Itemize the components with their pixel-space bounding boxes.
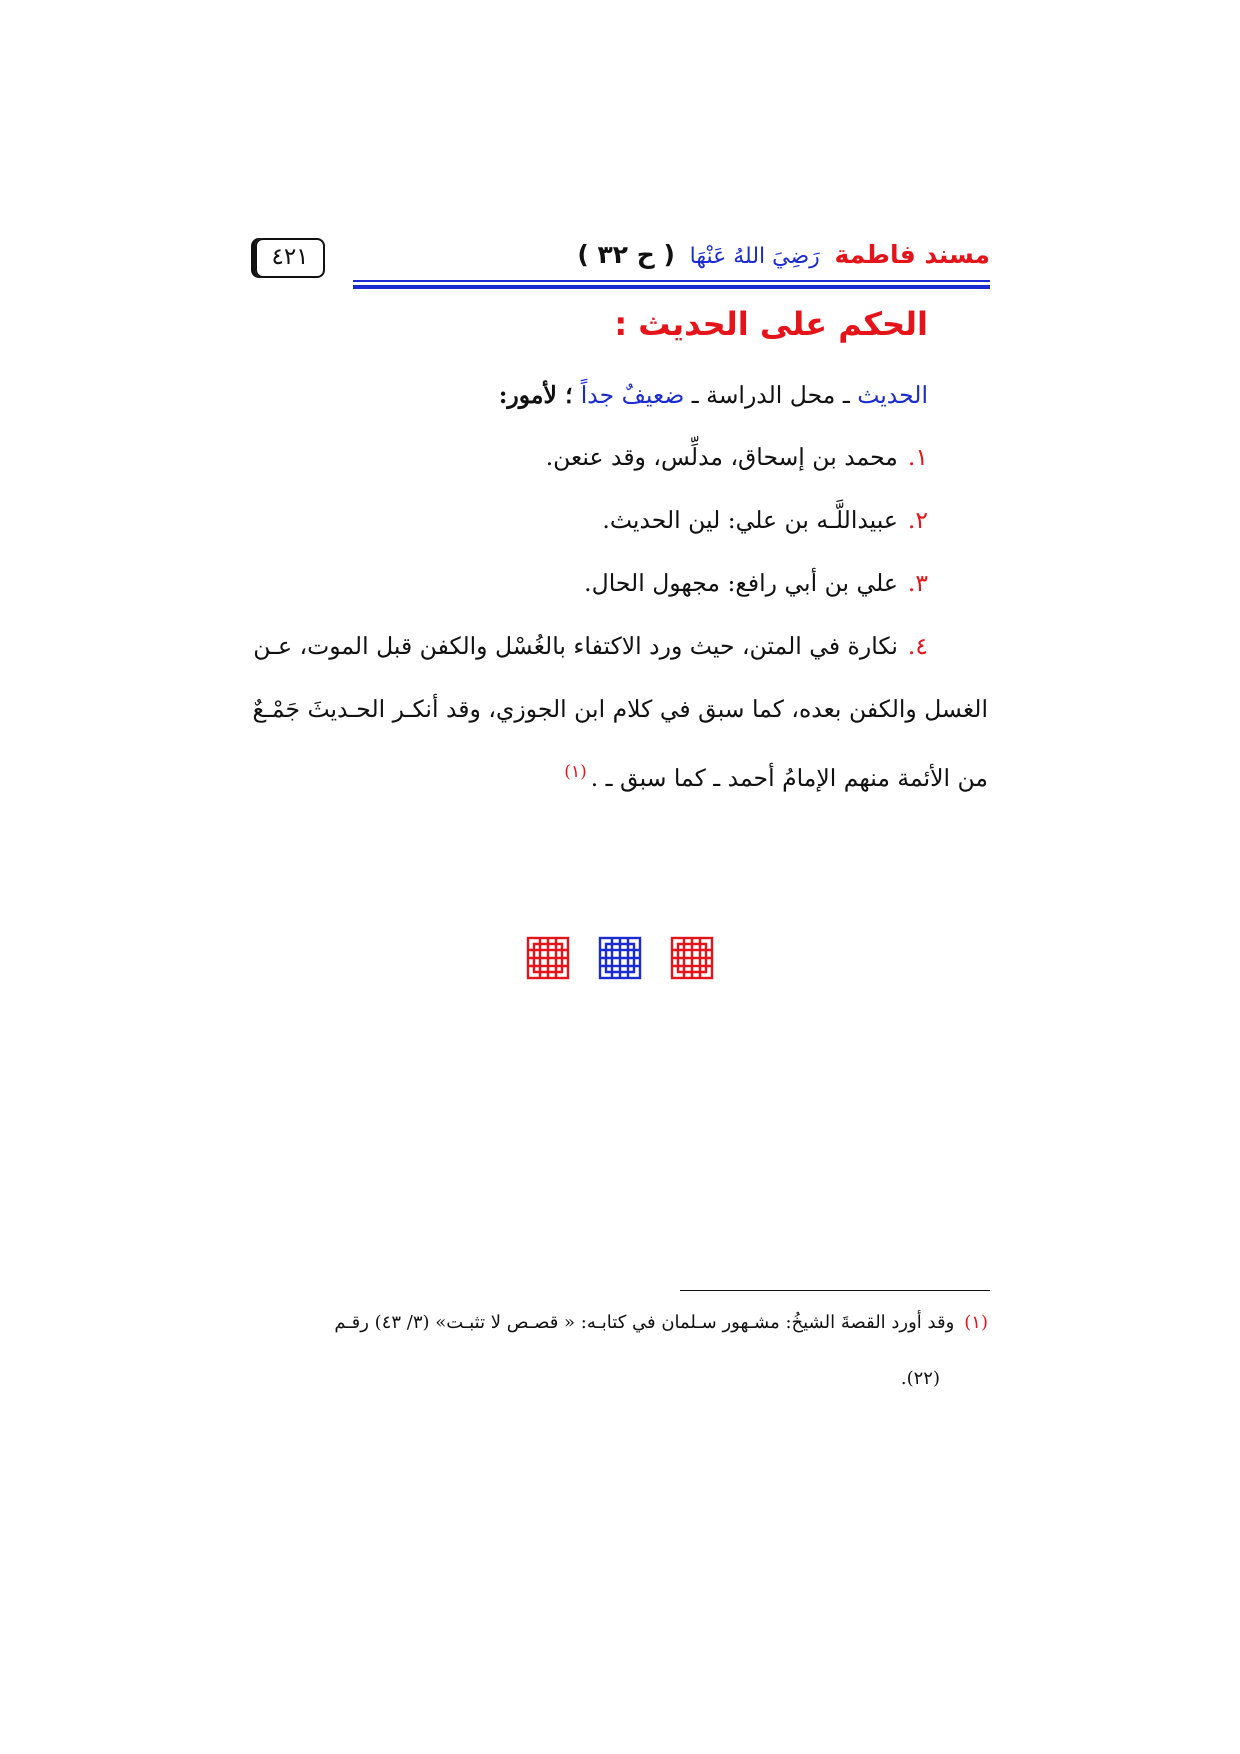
list-item-number: ٣. [907,569,928,597]
header-rule-thin [353,280,990,282]
list-item-number: ١. [907,443,928,471]
footnote-text: وقد أورد القصةَ الشيخُ: مشـهور سـلمان في كتابـه: « قصـص لا تثبـت» (٣/ ٤٣) رقـم [334,1312,955,1333]
continuation-text: من الأئمة منهم الإمامُ أحمد ـ كما سبق ـ . [590,763,988,792]
list-item-text: عبيداللَّـه بن علي: لين الحديث. [602,506,898,534]
list-item [253,631,928,661]
footnote-reference[interactable]: (١) [564,762,587,782]
footnote-continuation: (٢٢). [900,1368,940,1389]
book-title: مسند فاطمة [834,240,990,269]
list-item [584,568,928,598]
list-item-text: محمد بن إسحاق، مدلِّس، وقد عنعن. [545,443,898,471]
list-item-text: نكارة في المتن، حيث ورد الاكتفاء بالغُسْل والكفن قبل الموت، عـن [253,632,898,660]
section-heading: الحكم على الحديث : [614,305,928,343]
page-number: ٤٢١ [255,238,325,278]
list-item [602,505,928,535]
header-title [577,240,990,269]
list-item [546,442,928,472]
list-item-continuation: الغسل والكفن بعده، كما سبق في كلام ابن الجوزي، وقد أنكـر الحـديثَ جَمْـعٌ [252,695,988,723]
knot-ornament-icon [669,935,715,981]
list-item-continuation-last [564,757,988,793]
section-divider-ornaments [525,935,715,985]
hadith-number: ( ح ٣٢ ) [577,240,675,269]
header-rule-thick [353,285,990,289]
footnote-separator [680,1290,990,1291]
list-item-number: ٢. [907,506,928,534]
running-header [245,238,990,288]
list-item-text: علي بن أبي رافع: مجهول الحال. [584,569,898,597]
intro-middle: ـ محل الدراسة ـ [684,381,858,409]
footnote [334,1312,988,1333]
intro-end: ؛ لأمور: [498,381,581,409]
knot-ornament-icon [525,935,571,981]
list-item-number: ٤. [907,632,928,660]
knot-ornament-icon [597,935,643,981]
intro-paragraph [499,380,928,410]
footnote-number: (١) [964,1312,988,1333]
intro-verdict: ضعيفٌ جداً [580,381,685,409]
intro-subject: الحديث [857,381,928,409]
honorific: رَضِيَ اللهُ عَنْهَا [689,244,820,269]
